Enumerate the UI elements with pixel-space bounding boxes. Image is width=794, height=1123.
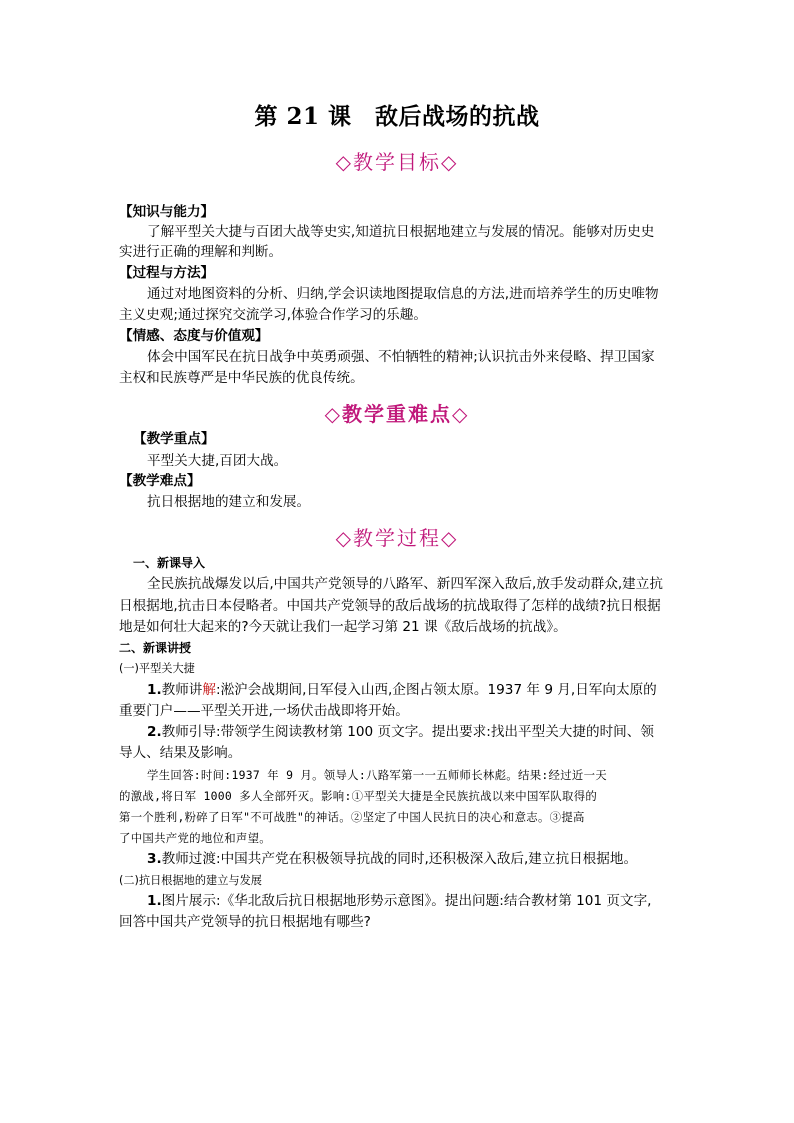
emotion-text-line: 体会中国军民在抗日战争中英勇顽强、不怕牺牲的精神;认识抗击外来侵略、捍卫国家 bbox=[147, 349, 655, 365]
step-text: :淞沪会战期间,日军侵入山西,企图占领太原。1937 年 9 月,日军向太原的 bbox=[216, 682, 657, 698]
emotion-label: 【情感、态度与价值观】 bbox=[119, 328, 269, 344]
step-1-line-2: 重要门户——平型关开进,一场伏击战即将开始。 bbox=[119, 703, 409, 719]
intro-text-line: 日根据地,抗击日本侵略者。中国共产党领导的敌后战场的抗战取得了怎样的战绩?抗日根据 bbox=[119, 598, 661, 614]
student-answer-line: 第一个胜利,粉碎了日军"不可战胜"的神话。②坚定了中国人民抗日的决心和意志。③提高 bbox=[119, 810, 585, 824]
step-text: 教师引导:带领学生阅读教材第 100 页文字。提出要求:找出平型关大捷的时间、领 bbox=[161, 724, 654, 740]
question-1-line-2: 回答中国共产党领导的抗日根据地有哪些? bbox=[119, 914, 371, 930]
process-method-text-line: 通过对地图资料的分析、归纳,学会识读地图提取信息的方法,进而培养学生的历史唯物 bbox=[147, 286, 659, 302]
process-method-label: 【过程与方法】 bbox=[119, 265, 215, 281]
intro-text-line: 全民族抗战爆发以后,中国共产党领导的八路军、新四军深入敌后,放手发动群众,建立抗 bbox=[147, 576, 663, 592]
step-number: 1. bbox=[147, 682, 162, 698]
intro-label: 一、新课导入 bbox=[133, 556, 206, 570]
step-number: 1. bbox=[147, 893, 162, 909]
step-1-line bbox=[147, 680, 707, 701]
step-number: 2. bbox=[147, 724, 162, 740]
focus-text: 平型关大捷,百团大战。 bbox=[147, 453, 288, 469]
section-heading-keypoints: ◇教学重难点◇ bbox=[324, 402, 470, 426]
section-heading-process: ◇教学过程◇ bbox=[335, 526, 459, 550]
student-answer-line: 学生回答:时间:1937 年 9 月。领导人:八路军第一一五师师长林彪。结果:经过近一天 bbox=[147, 768, 607, 782]
student-answer-line: 的激战,将日军 1000 多人全部歼灭。影响:①平型关大捷是全民族抗战以来中国军队取得的 bbox=[119, 789, 598, 803]
emotion-text-line: 主权和民族尊严是中华民族的优良传统。 bbox=[119, 370, 364, 386]
highlighted-char: 解 bbox=[202, 682, 216, 698]
subheading-pingxingguan: (一)平型关大捷 bbox=[119, 662, 195, 675]
difficulty-label: 【教学难点】 bbox=[119, 473, 201, 489]
step-text: 教师过渡:中国共产党在积极领导抗战的同时,还积极深入敌后,建立抗日根据地。 bbox=[161, 851, 638, 867]
intro-text-line: 地是如何壮大起来的?今天就让我们一起学习第 21 课《敌后战场的抗战》。 bbox=[119, 619, 567, 635]
knowledge-label: 【知识与能力】 bbox=[119, 204, 215, 220]
lesson-title: 第 21 课 敌后战场的抗战 bbox=[254, 103, 540, 130]
step-2-line bbox=[147, 722, 707, 743]
student-answer-line: 了中国共产党的地位和声望。 bbox=[119, 831, 271, 845]
step-3-line bbox=[147, 849, 707, 870]
focus-label: 【教学重点】 bbox=[133, 431, 215, 447]
step-text: 图片展示:《华北敌后抗日根据地形势示意图》。提出问题:结合教材第 101 页文字, bbox=[161, 893, 652, 909]
difficulty-text: 抗日根据地的建立和发展。 bbox=[147, 494, 311, 510]
step-heading: 教师讲 bbox=[161, 682, 203, 698]
knowledge-text-line: 了解平型关大捷与百团大战等史实,知道抗日根据地建立与发展的情况。能够对历史史 bbox=[147, 224, 655, 240]
step-number: 3. bbox=[147, 851, 162, 867]
subheading-base-areas: (二)抗日根据地的建立与发展 bbox=[119, 874, 262, 887]
question-1-line bbox=[147, 891, 707, 912]
step-2-line-2: 导人、结果及影响。 bbox=[119, 745, 242, 761]
section-heading-objectives: ◇教学目标◇ bbox=[335, 150, 459, 174]
knowledge-text-line: 实进行正确的理解和判断。 bbox=[119, 244, 283, 260]
lecture-label: 二、新课讲授 bbox=[119, 641, 192, 655]
process-method-text-line: 主义史观;通过探究交流学习,体验合作学习的乐趣。 bbox=[119, 307, 427, 323]
